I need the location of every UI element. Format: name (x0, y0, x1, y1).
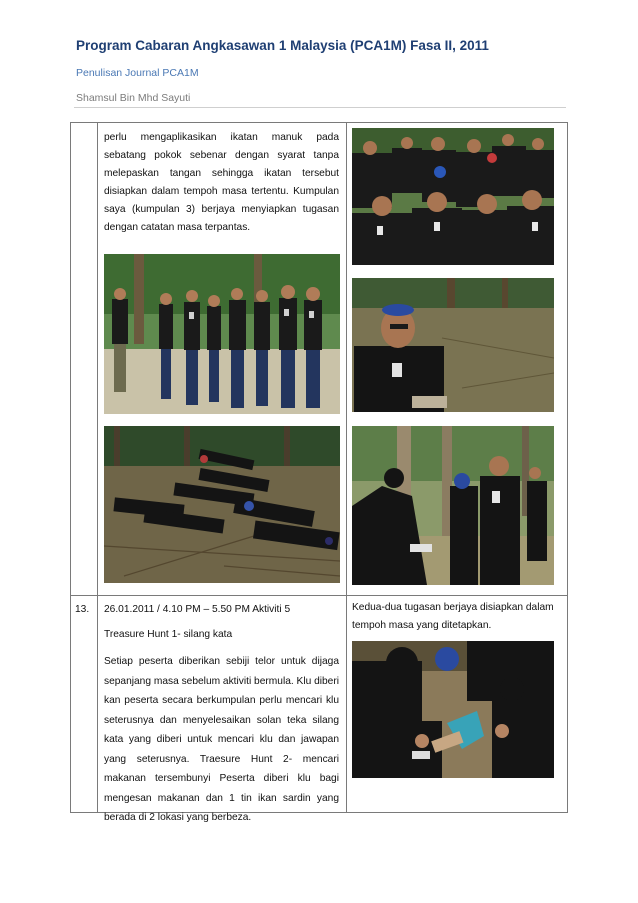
header-divider (74, 107, 566, 108)
row-2-activity: Treasure Hunt 1- silang kata (104, 629, 233, 640)
column-divider (97, 123, 98, 812)
photo-group-line (104, 254, 340, 414)
row-2-remark: Kedua-dua tugasan berjaya disiapkan dalam tempoh masa yang ditetapkan. (352, 602, 554, 631)
photo-seated-group (352, 128, 554, 265)
journal-subtitle: Penulisan Journal PCA1M (76, 67, 199, 79)
author-name: Shamsul Bin Mhd Sayuti (76, 92, 191, 104)
photo-rope-tree (352, 426, 554, 585)
row-2-datetime: 26.01.2011 / 4.10 PM – 5.50 PM Aktiviti 5 (104, 604, 291, 615)
row-number: 13. (75, 604, 90, 615)
journal-table (70, 122, 568, 823)
row-2-description: Setiap peserta diberikan sebiji telor untuk dijaga sepanjang masa sebelum aktiviti bermula. Klu diberi kan peserta secara berkumpulan perlu mencari klu seterusnya dan menyelesaikan solan teka silang kata yang diberi untuk mencari klu dan jawapan yang seterusnya. Traesure Hunt 2- mencari makanan tersembunyi Peserta diberi klu bagi mengesan makanan dan 1 tin ikan sardin yang berada di 2 lokasi yang berbeza. (104, 656, 339, 823)
page-title: Program Cabaran Angkasawan 1 Malaysia (PCA1M) Fasa II, 2011 (76, 38, 489, 53)
photo-treasure-hunt (352, 641, 554, 778)
photo-pushups (104, 426, 340, 583)
row-divider (71, 595, 567, 596)
row-1-paragraph: perlu mengaplikasikan ikatan manuk pada sebatang pokok sebenar dengan syarat tanpa melepaskan tangan sehingga ikatan tersebut disiapkan dalam tempoh masa tertentu. Kumpulan saya (kumpulan 3) berjaya menyiapkan tugasan dengan catatan masa terpantas. (104, 132, 339, 233)
column-divider (346, 123, 347, 812)
photo-seated-person (352, 278, 554, 412)
